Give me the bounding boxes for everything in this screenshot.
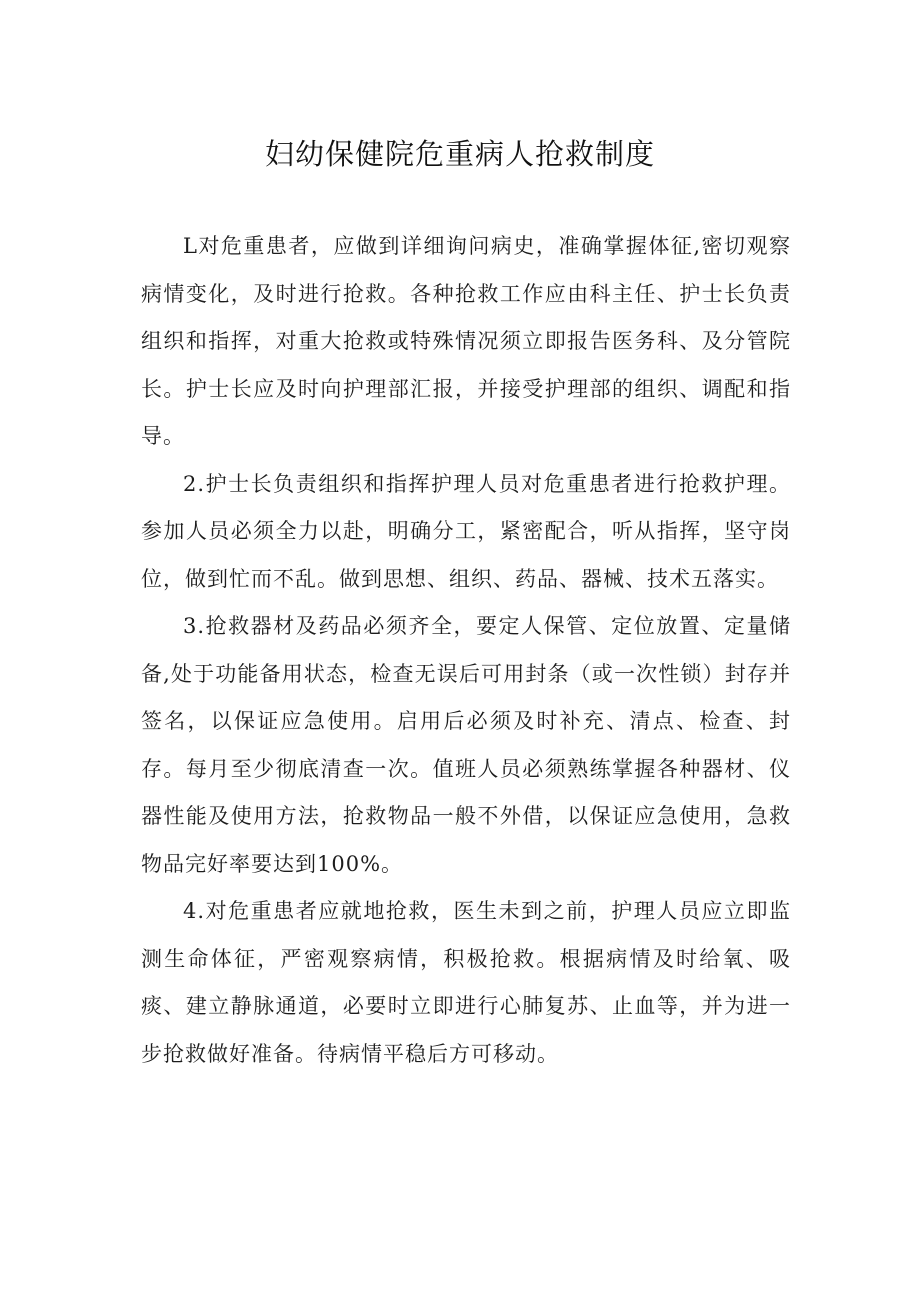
document-title: 妇幼保健院危重病人抢救制度 — [264, 137, 655, 171]
document-body — [141, 223, 791, 1078]
paragraph-2: 2.护士长负责组织和指挥护理人员对危重患者进行抢救护理。参加人员必须全力以赴，明确分工，紧密配合，听从指挥，坚守岗位，做到忙而不乱。做到思想、组织、药品、器械、技术五落实。 — [141, 471, 791, 591]
paragraph-3: 3.抢救器材及药品必须齐全，要定人保管、定位放置、定量储备,处于功能备用状态，检查无误后可用封条（或一次性锁）封存并签名，以保证应急使用。启用后必须及时补充、清点、检查、封存。每月至少彻底清查一次。值班人员必须熟练掌握各种器材、仪器性能及使用方法，抢救物品一般不外借，以保证应急使用，急救物品完好率要达到100%。 — [141, 614, 791, 876]
paragraph-4: 4.对危重患者应就地抢救，医生未到之前，护理人员应立即监测生命体征，严密观察病情，积极抢救。根据病情及时给氧、吸痰、建立静脉通道，必要时立即进行心肺复苏、止血等，并为进一步抢救做好准备。待病情平稳后方可移动。 — [141, 899, 791, 1066]
paragraph-1: L对危重患者，应做到详细询问病史，准确掌握体征,密切观察病情变化，及时进行抢救。各种抢救工作应由科主任、护士长负责组织和指挥，对重大抢救或特殊情况须立即报告医务科、及分管院长。护士长应及时向护理部汇报，并接受护理部的组织、调配和指导。 — [141, 234, 791, 448]
